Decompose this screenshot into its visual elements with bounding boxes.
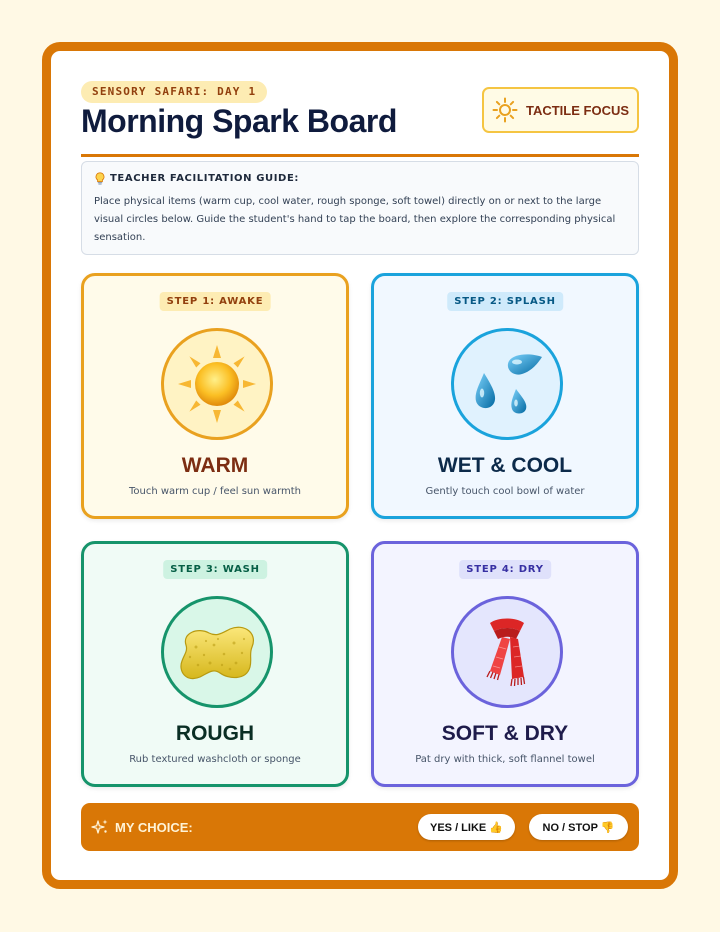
sparkles-icon — [91, 818, 109, 836]
card-name: SOFT & DRY — [441, 722, 569, 745]
lightbulb-icon — [94, 172, 106, 185]
sun-icon — [492, 97, 518, 123]
step-badge: STEP 3: WASH — [163, 560, 267, 579]
water-drops-icon — [454, 331, 560, 437]
card-warm[interactable] — [81, 273, 349, 519]
card-description: Gently touch cool bowl of water — [425, 486, 585, 497]
page-title: Morning Spark Board — [81, 103, 397, 139]
sun-icon — [164, 331, 270, 437]
tactile-focus-label: TACTILE FOCUS — [525, 102, 630, 118]
card-name: WET & COOL — [437, 454, 573, 477]
day-tag: SENSORY SAFARI: DAY 1 — [81, 81, 267, 103]
step-badge: STEP 4: DRY — [459, 560, 551, 579]
card-name: WARM — [181, 454, 249, 477]
board-frame — [42, 42, 678, 889]
header-divider — [81, 154, 639, 157]
step-badge: STEP 1: AWAKE — [160, 292, 271, 311]
warm-circle[interactable] — [161, 328, 273, 440]
card-rough[interactable] — [81, 541, 349, 787]
card-description: Rub textured washcloth or sponge — [129, 754, 301, 765]
no-stop-button[interactable]: NO / STOP 👎 — [529, 814, 628, 840]
guide-heading: TEACHER FACILITATION GUIDE: — [110, 173, 299, 184]
choice-bar — [81, 803, 639, 851]
sponge-icon — [164, 599, 270, 705]
tactile-focus-badge — [482, 87, 639, 133]
rough-circle[interactable] — [161, 596, 273, 708]
soft-dry-circle[interactable] — [451, 596, 563, 708]
step-badge: STEP 2: SPLASH — [447, 292, 563, 311]
my-choice-label: MY CHOICE: — [115, 819, 193, 835]
card-description: Pat dry with thick, soft flannel towel — [415, 754, 595, 765]
card-wet-cool[interactable] — [371, 273, 639, 519]
yes-like-button[interactable]: YES / LIKE 👍 — [418, 814, 515, 840]
wet-cool-circle[interactable] — [451, 328, 563, 440]
guide-heading-row — [94, 172, 626, 185]
my-choice-row — [91, 803, 193, 851]
header — [81, 81, 639, 156]
scarf-icon — [454, 599, 560, 705]
guide-text: Place physical items (warm cup, cool water, rough sponge, soft towel) directly on or next to the large visual circles below. Guide the student's hand to tap the board, then explore the corresponding physical sensation. — [94, 196, 616, 243]
teacher-guide — [81, 161, 639, 255]
card-soft-dry[interactable] — [371, 541, 639, 787]
card-description: Touch warm cup / feel sun warmth — [128, 486, 302, 497]
card-name: ROUGH — [175, 722, 255, 745]
